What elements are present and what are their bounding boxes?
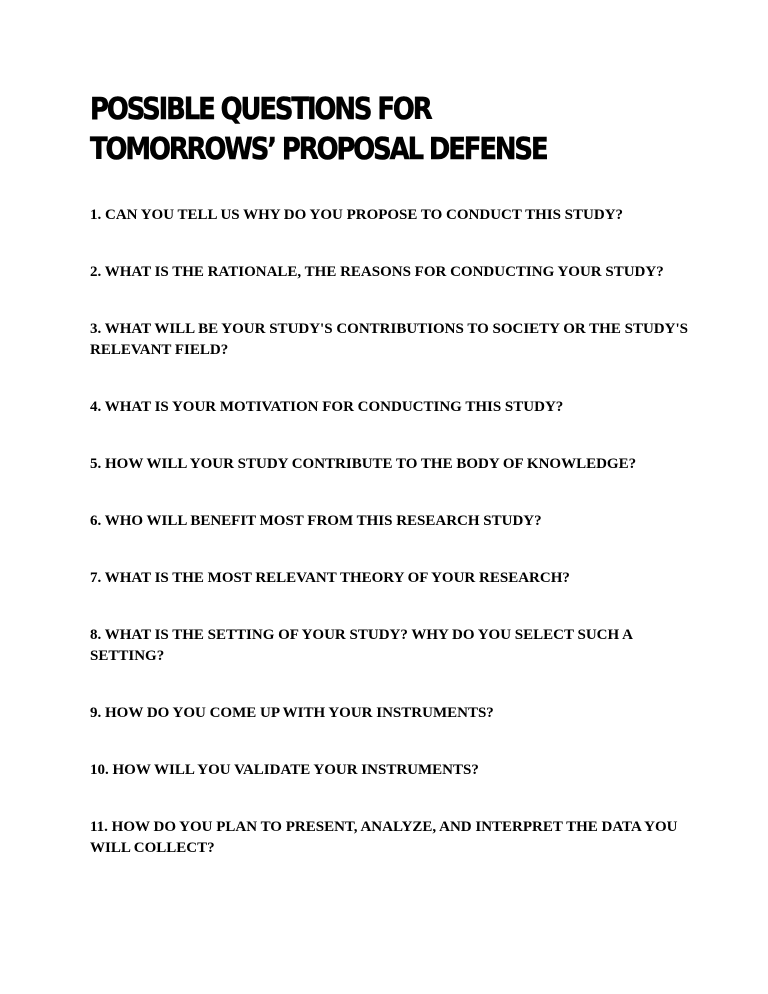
question-8: 8. WHAT IS THE SETTING OF YOUR STUDY? WHY DO YOU SELECT SUCH A SETTING?: [90, 627, 633, 664]
question-9: 9. HOW DO YOU COME UP WITH YOUR INSTRUMENTS?: [90, 705, 494, 721]
page-title: POSSIBLE QUESTIONS FOR TOMORROWS’ PROPOSAL DEFENSE: [90, 92, 547, 167]
question-7: 7. WHAT IS THE MOST RELEVANT THEORY OF YOUR RESEARCH?: [90, 570, 570, 586]
question-3: 3. WHAT WILL BE YOUR STUDY'S CONTRIBUTIONS TO SOCIETY OR THE STUDY'S RELEVANT FIELD?: [90, 321, 688, 358]
question-4: 4. WHAT IS YOUR MOTIVATION FOR CONDUCTING THIS STUDY?: [90, 399, 564, 415]
question-5: 5. HOW WILL YOUR STUDY CONTRIBUTE TO THE BODY OF KNOWLEDGE?: [90, 456, 637, 472]
question-6: 6. WHO WILL BENEFIT MOST FROM THIS RESEARCH STUDY?: [90, 513, 542, 529]
question-2: 2. WHAT IS THE RATIONALE, THE REASONS FOR CONDUCTING YOUR STUDY?: [90, 264, 664, 280]
question-10: 10. HOW WILL YOU VALIDATE YOUR INSTRUMENTS?: [90, 762, 479, 778]
question-1: 1. CAN YOU TELL US WHY DO YOU PROPOSE TO CONDUCT THIS STUDY?: [90, 207, 624, 223]
question-11: 11. HOW DO YOU PLAN TO PRESENT, ANALYZE, AND INTERPRET THE DATA YOU WILL COLLECT?: [90, 819, 678, 856]
